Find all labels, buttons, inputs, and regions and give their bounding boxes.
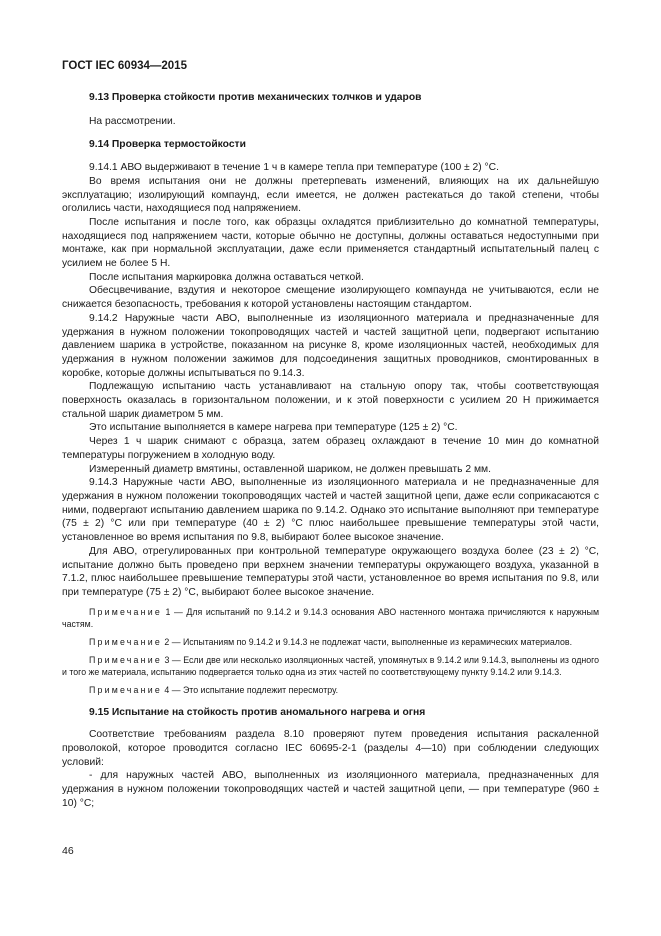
note — [62, 684, 599, 696]
section-heading-9-15: 9.15 Испытание на стойкость против аномального нагрева и огня — [89, 706, 426, 718]
page-number: 46 — [62, 845, 74, 857]
paragraph: Во время испытания они не должны претерпевать изменений, влияющих на их дальнейшую эксплуатацию; изолирующий компаунд, если имеется, не должен растекаться до такой степени, чтобы оголились части, находящиеся под напряжением. — [62, 175, 599, 215]
note-label: Примечание — [89, 636, 162, 647]
paragraph: 9.14.1 АВО выдерживают в течение 1 ч в камере тепла при температуре (100 ± 2) °С. — [89, 162, 499, 174]
note — [62, 606, 599, 630]
section-heading-9-14: 9.14 Проверка термостойкости — [89, 139, 246, 151]
note-text: 4 — Это испытание подлежит пересмотру. — [161, 684, 339, 695]
paragraph: Через 1 ч шарик снимают с образца, затем образец охлаждают в течение 10 мин до комнатной температуры погружением в холодную воду. — [62, 436, 599, 461]
paragraph: После испытания маркировка должна оставаться четкой. — [89, 271, 364, 283]
note-label: Примечание — [89, 654, 162, 665]
paragraph: Для АВО, отрегулированных при контрольной температуре окружающего воздуха более (23 ± 2) °С, испытание должно быть проведено при верхнем значении температуры окружающего воздуха, указанной в 7.1.2, плюс наибольшее превышение температуры этой части, установленное во время испытания по 9.8, или при температуре (75 ± 2) °С, выбирают более высокое значение. — [62, 545, 599, 598]
note — [62, 636, 599, 648]
paragraph: Обесцвечивание, вздутия и некоторое смещение изолирующего компаунда не учитываются, если не снижается безопасность, требования к которой установлены настоящим стандартом. — [62, 285, 599, 311]
document-header: ГОСТ IEC 60934—2015 — [62, 60, 187, 72]
note-label: Примечание — [89, 606, 162, 617]
paragraph: - для наружных частей АВО, выполненных из изоляционного материала, предназначенных для удержания в нужном положении токопроводящих частей и частей защитной цепи, — при температуре (960 ± 10) °С; — [62, 770, 599, 809]
note-text: 3 — Если две или несколько изоляционных частей, упомянутых в 9.14.2 или 9.14.3, выполнены из одного и того же материала, испытанию подвергается только одна из этих частей по соответствующему пункту 9.14.2 или 9.14.3. — [62, 654, 599, 677]
section-9-13-text: На рассмотрении. — [89, 115, 176, 127]
paragraph: 9.14.3 Наружные части АВО, выполненные из изоляционного материала и не предназначенные для удержания в нужном положении токопроводящих частей и частей защитной цепи, даже если соприкасаются с ними, подвергают испытанию давлением шарика по 9.14.2. Однако это испытание выполняют при температуре (75 ± 2) °С или при температуре (40 ± 2) °С плюс наибольшее превышение температуры этой части, установленное во время испытания по 9.8, выбирают более высокое значение. — [62, 477, 599, 544]
paragraph: 9.14.2 Наружные части АВО, выполненные из изоляционного материала и предназначенные для удержания в нужном положении токопроводящих частей и частей защитной цепи, подвергают испытанию давлением шарика в устройстве, показанном на рисунке 8, кроме изоляционных частей, необходимых для удержания в нужном положении зажимов для подсоединения защитных проводников, смонтированных в коробке, которые должны испытываться по 9.14.3. — [62, 312, 599, 379]
page-content — [62, 91, 599, 811]
paragraph: Соответствие требованиям раздела 8.10 проверяют путем проведения испытания раскаленной проволокой, которое проводится согласно IEC 60695-2-1 (разделы 4—10) при соблюдении следующих условий: — [62, 729, 599, 768]
paragraph: Подлежащую испытанию часть устанавливают на стальную опору так, чтобы соответствующая поверхность оказалась в горизонтальном положении, и к этой поверхности с усилием 20 Н прижимается стальной шарик диаметром 5 мм. — [62, 381, 599, 420]
section-heading-9-13: 9.13 Проверка стойкости против механических толчков и ударов — [89, 92, 422, 103]
note — [62, 654, 599, 678]
note-text: 2 — Испытаниям по 9.14.2 и 9.14.3 не подлежат части, выполненные из керамических материалов. — [161, 636, 573, 647]
paragraph: После испытания и после того, как образцы охладятся приблизительно до комнатной температуры, находящиеся под напряжением части, которые обычно не доступны, должны оставаться недоступными при монтаже, как при нормальной эксплуатации, даже если применяется стандартный испытательный палец с усилием не более 5 Н. — [62, 216, 599, 270]
paragraph: Измеренный диаметр вмятины, оставленной шариком, не должен превышать 2 мм. — [89, 463, 491, 475]
note-label: Примечание — [89, 684, 162, 695]
note-text: 1 — Для испытаний по 9.14.2 и 9.14.3 основания АВО настенного монтажа причисляются к наружным частям. — [62, 606, 599, 629]
paragraph: Это испытание выполняется в камере нагрева при температуре (125 ± 2) °С. — [89, 422, 458, 434]
